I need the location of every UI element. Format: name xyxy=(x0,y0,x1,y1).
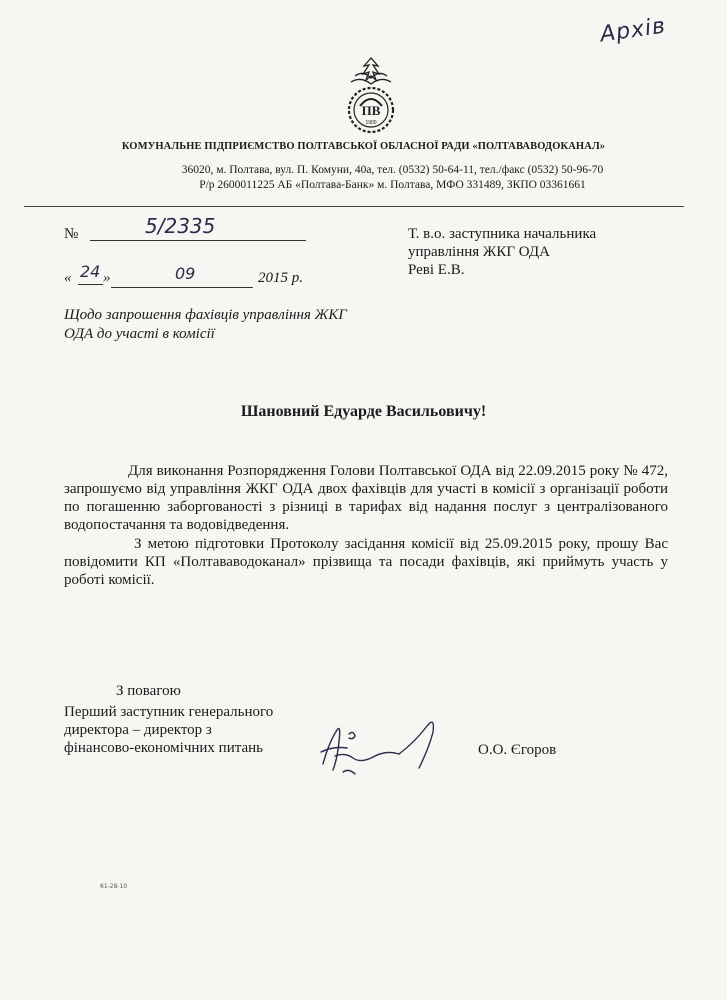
signer-position xyxy=(64,703,304,757)
body-paragraph: З метою підготовки Протоколу засідання комісії від 25.09.2015 року, прошу Вас повідомити КП «Полтававодоканал» прізвища та посади фахівців, які приймуть участь у роботі комісії. xyxy=(64,536,668,588)
archive-mark: Архів xyxy=(598,13,668,48)
closing-regards: З повагою xyxy=(116,683,181,699)
addressee-line: Реві Е.В. xyxy=(408,262,465,278)
position-line: директора – директор з xyxy=(64,722,212,738)
organization-bank-details: Р/р 2600011225 АБ «Полтава-Банк» м. Полтава, МФО 331489, ЗКПО 03361661 xyxy=(199,179,586,191)
salutation: Шановний Едуарде Васильовичу! xyxy=(240,403,487,420)
position-line: Перший заступник генерального xyxy=(64,704,274,720)
signer-name: О.О. Єгоров xyxy=(478,742,557,758)
body-paragraph: Для виконання Розпорядження Голови Полтавської ОДА від 22.09.2015 року № 472, запрошуємо від управління ЖКГ ОДА двох фахівців для участі в комісії з організації роботи по погашенню заборгованості з різниці в тарифах від надання послуг з централізованого водопостачання та водовідведення. xyxy=(64,463,668,533)
position-line: фінансово-економічних питань xyxy=(64,740,263,756)
organization-address: 36020, м. Полтава, вул. П. Комуни, 40а, тел. (0532) 50-64-11, тел./факс (0532) 50-96-70 xyxy=(181,164,604,176)
date-open-quote: « xyxy=(64,270,72,286)
handwritten-signature-icon xyxy=(315,712,455,782)
header-divider xyxy=(24,206,684,207)
company-logo-icon xyxy=(333,54,409,134)
footnote-code: 61-28-10 xyxy=(100,883,128,890)
date-month: 09 xyxy=(175,264,196,283)
number-underline xyxy=(90,240,306,241)
outgoing-number: 5/2335 xyxy=(145,214,216,238)
addressee-line: Т. в.о. заступника начальника xyxy=(408,226,597,242)
date-close-quote: » xyxy=(103,270,111,286)
addressee-line: управління ЖКГ ОДА xyxy=(408,244,550,260)
addressee-block xyxy=(408,225,688,279)
date-year: 2015 р. xyxy=(258,270,303,286)
date-month-underline xyxy=(111,287,253,288)
logo-year: 1900 xyxy=(365,120,377,126)
logo-initials: ПВ xyxy=(361,103,381,118)
date-day-underline xyxy=(78,284,103,285)
date-day: 24 xyxy=(80,262,101,281)
organization-name: КОМУНАЛЬНЕ ПІДПРИЄМСТВО ПОЛТАВСЬКОЇ ОБЛАСНОЇ РАДИ «ПОЛТАВАВОДОКАНАЛ» xyxy=(121,141,606,152)
organization-contacts xyxy=(0,163,727,193)
letter-subject: Щодо запрошення фахівців управління ЖКГ ОДА до участі в комісії xyxy=(64,307,347,342)
number-label: № xyxy=(64,226,79,242)
